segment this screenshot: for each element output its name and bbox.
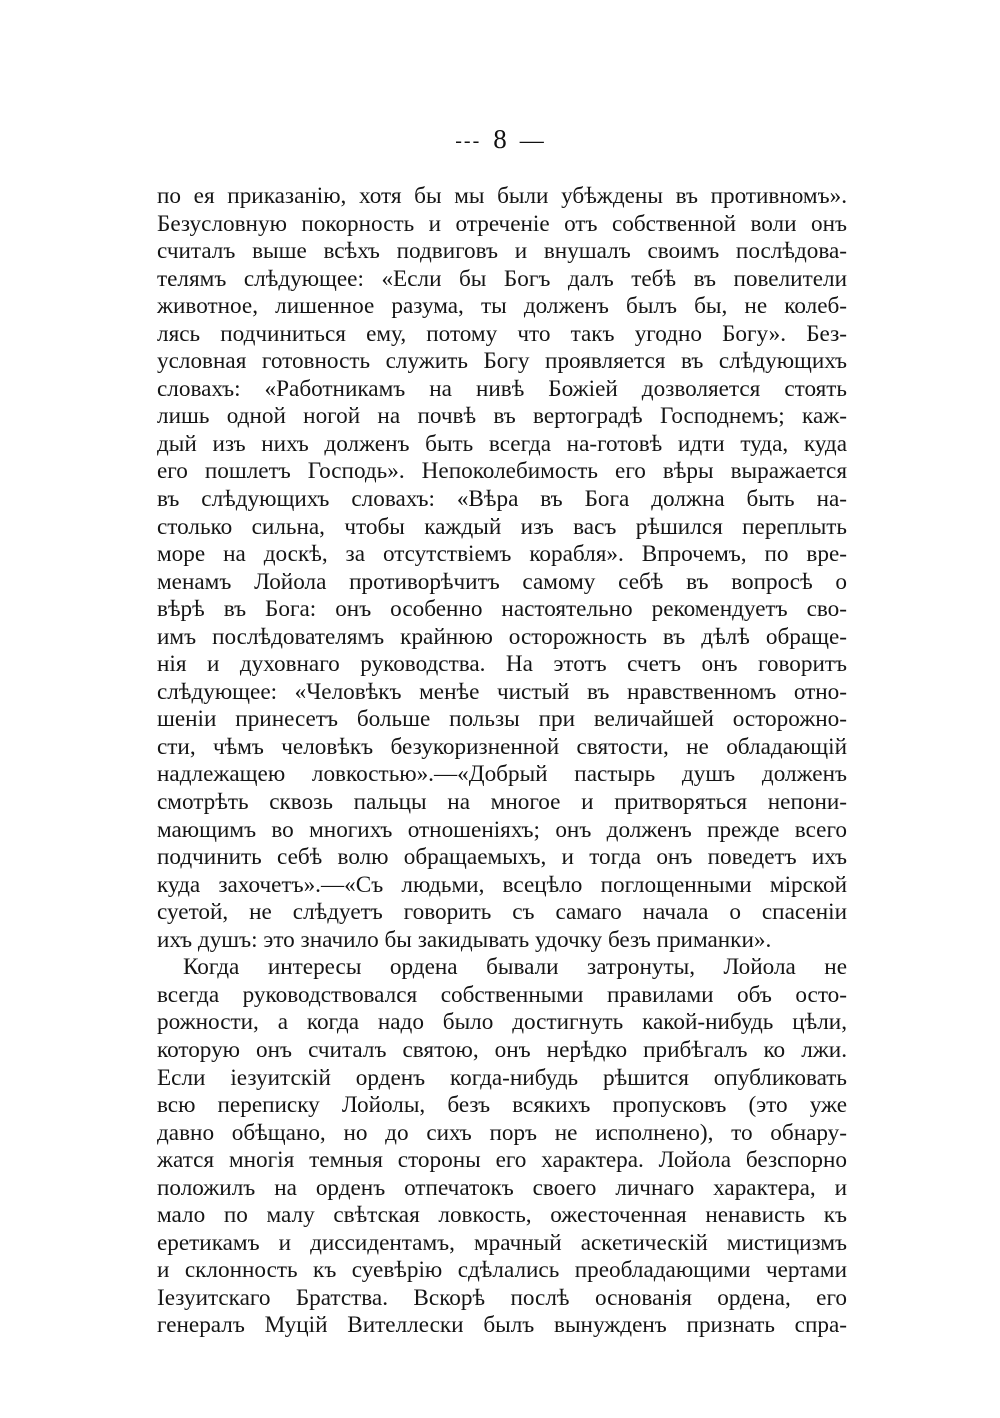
text-line: которую онъ считалъ святою, онъ нерѣдко прибѣгалъ ко лжи. bbox=[157, 1036, 847, 1063]
text-line: Іезуитскаго Братства. Вскорѣ послѣ основанія ордена, его bbox=[157, 1284, 847, 1311]
text-line: и склонность къ суевѣрію сдѣлались преобладающими чертами bbox=[157, 1257, 847, 1284]
text-line: лясь подчиниться ему, потому что такъ угодно Богу». Без- bbox=[157, 320, 847, 347]
text-line: положилъ на орденъ отпечатокъ своего личнаго характера, и bbox=[157, 1174, 847, 1201]
text-line: суетой, не слѣдуетъ говорить съ самаго начала о спасеніи bbox=[157, 899, 847, 926]
text-line: Когда интересы ордена бывали затронуты, Лойола не bbox=[183, 954, 847, 981]
text-line: животное, лишенное разума, ты долженъ былъ бы, не колеб- bbox=[157, 293, 847, 320]
text-line: лишь одной ногой на почвѣ въ вертоградѣ Господнемъ; каж- bbox=[157, 403, 847, 430]
text-line: вѣрѣ въ Бога: онъ особенно настоятельно рекомендуетъ сво- bbox=[157, 596, 847, 623]
text-line: телямъ слѣдующее: «Если бы Богъ далъ тебѣ въ повелители bbox=[157, 265, 847, 292]
text-line: въ слѣдующихъ словахъ: «Вѣра въ Бога должна быть на- bbox=[157, 486, 847, 513]
text-line: море на доскѣ, за отсутствіемъ корабля». Впрочемъ, по вре- bbox=[157, 541, 847, 568]
text-line: генералъ Муцій Вителлески былъ вынужденъ признать спра- bbox=[157, 1312, 847, 1339]
text-line: по ея приказанію, хотя бы мы были убѣждены въ противномъ». bbox=[157, 183, 847, 209]
text-line: подчинить себѣ волю обращаемыхъ, и тогда онъ поведетъ ихъ bbox=[157, 844, 847, 871]
text-line: считалъ выше всѣхъ подвиговъ и внушалъ своимъ послѣдова- bbox=[157, 238, 847, 265]
page-number: 8 bbox=[493, 124, 508, 154]
paragraph bbox=[157, 183, 847, 954]
body-text bbox=[157, 183, 847, 1340]
text-line: ихъ душъ: это значило бы закидывать удочку безъ приманки». bbox=[157, 926, 772, 953]
text-line: Безусловную покорность и отреченіе отъ собственной воли онъ bbox=[157, 210, 847, 237]
text-line: куда захочетъ».—«Съ людьми, всецѣло поглощенными мірской bbox=[157, 871, 847, 898]
text-line: надлежащею ловкостью».—«Добрый пастырь душъ долженъ bbox=[157, 761, 847, 788]
page-number-prefix: --- bbox=[455, 130, 482, 153]
text-line: нія и духовнаго руководства. На этотъ счетъ онъ говоритъ bbox=[157, 651, 847, 678]
text-line: имъ послѣдователямъ крайнюю осторожность въ дѣлѣ обраще- bbox=[157, 623, 847, 650]
page-number-suffix: — bbox=[519, 128, 545, 155]
text-line: мало по малу свѣтская ловкость, ожесточенная ненависть къ bbox=[157, 1202, 847, 1229]
text-line: всю переписку Лойолы, безъ всякихъ пропусковъ (это уже bbox=[157, 1092, 847, 1119]
text-line: дый изъ нихъ долженъ быть всегда на-готовѣ идти туда, куда bbox=[157, 430, 847, 457]
paragraph bbox=[157, 954, 847, 1340]
text-line: столько сильна, чтобы каждый изъ васъ рѣшился переплыть bbox=[157, 513, 847, 540]
text-line: словахъ: «Работникамъ на нивѣ Божіей дозволяется стоять bbox=[157, 375, 847, 402]
page-number-header bbox=[0, 124, 1000, 155]
text-line: жатся многія темныя стороны его характера. Лойола безспорно bbox=[157, 1147, 847, 1174]
text-line: еретикамъ и диссидентамъ, мрачный аскетическій мистицизмъ bbox=[157, 1229, 847, 1256]
text-line: Если іезуитскій орденъ когда-нибудь рѣшится опубликовать bbox=[157, 1064, 847, 1091]
text-line: давно обѣщано, но до сихъ поръ не исполнено), то обнару- bbox=[157, 1119, 847, 1146]
text-line: мающимъ во многихъ отношеніяхъ; онъ долженъ прежде всего bbox=[157, 816, 847, 843]
text-line: рожности, а когда надо было достигнуть какой-нибудь цѣли, bbox=[157, 1009, 847, 1036]
text-line: слѣдующее: «Человѣкъ менѣе чистый въ нравственномъ отно- bbox=[157, 678, 847, 705]
text-line: сти, чѣмъ человѣкъ безукоризненной святости, не обладающій bbox=[157, 733, 847, 760]
text-line: смотрѣть сквозь пальцы на многое и притворяться непони- bbox=[157, 789, 847, 816]
text-line: всегда руководствовался собственными правилами объ осто- bbox=[157, 981, 847, 1008]
text-line: шеніи принесетъ больше пользы при величайшей осторожно- bbox=[157, 706, 847, 733]
text-line: его пошлетъ Господь». Непоколебимость его вѣры выражается bbox=[157, 458, 847, 485]
text-line: менамъ Лойола противорѣчитъ самому себѣ въ вопросѣ о bbox=[157, 568, 847, 595]
text-line: условная готовность служить Богу проявляется въ слѣдующихъ bbox=[157, 348, 847, 375]
